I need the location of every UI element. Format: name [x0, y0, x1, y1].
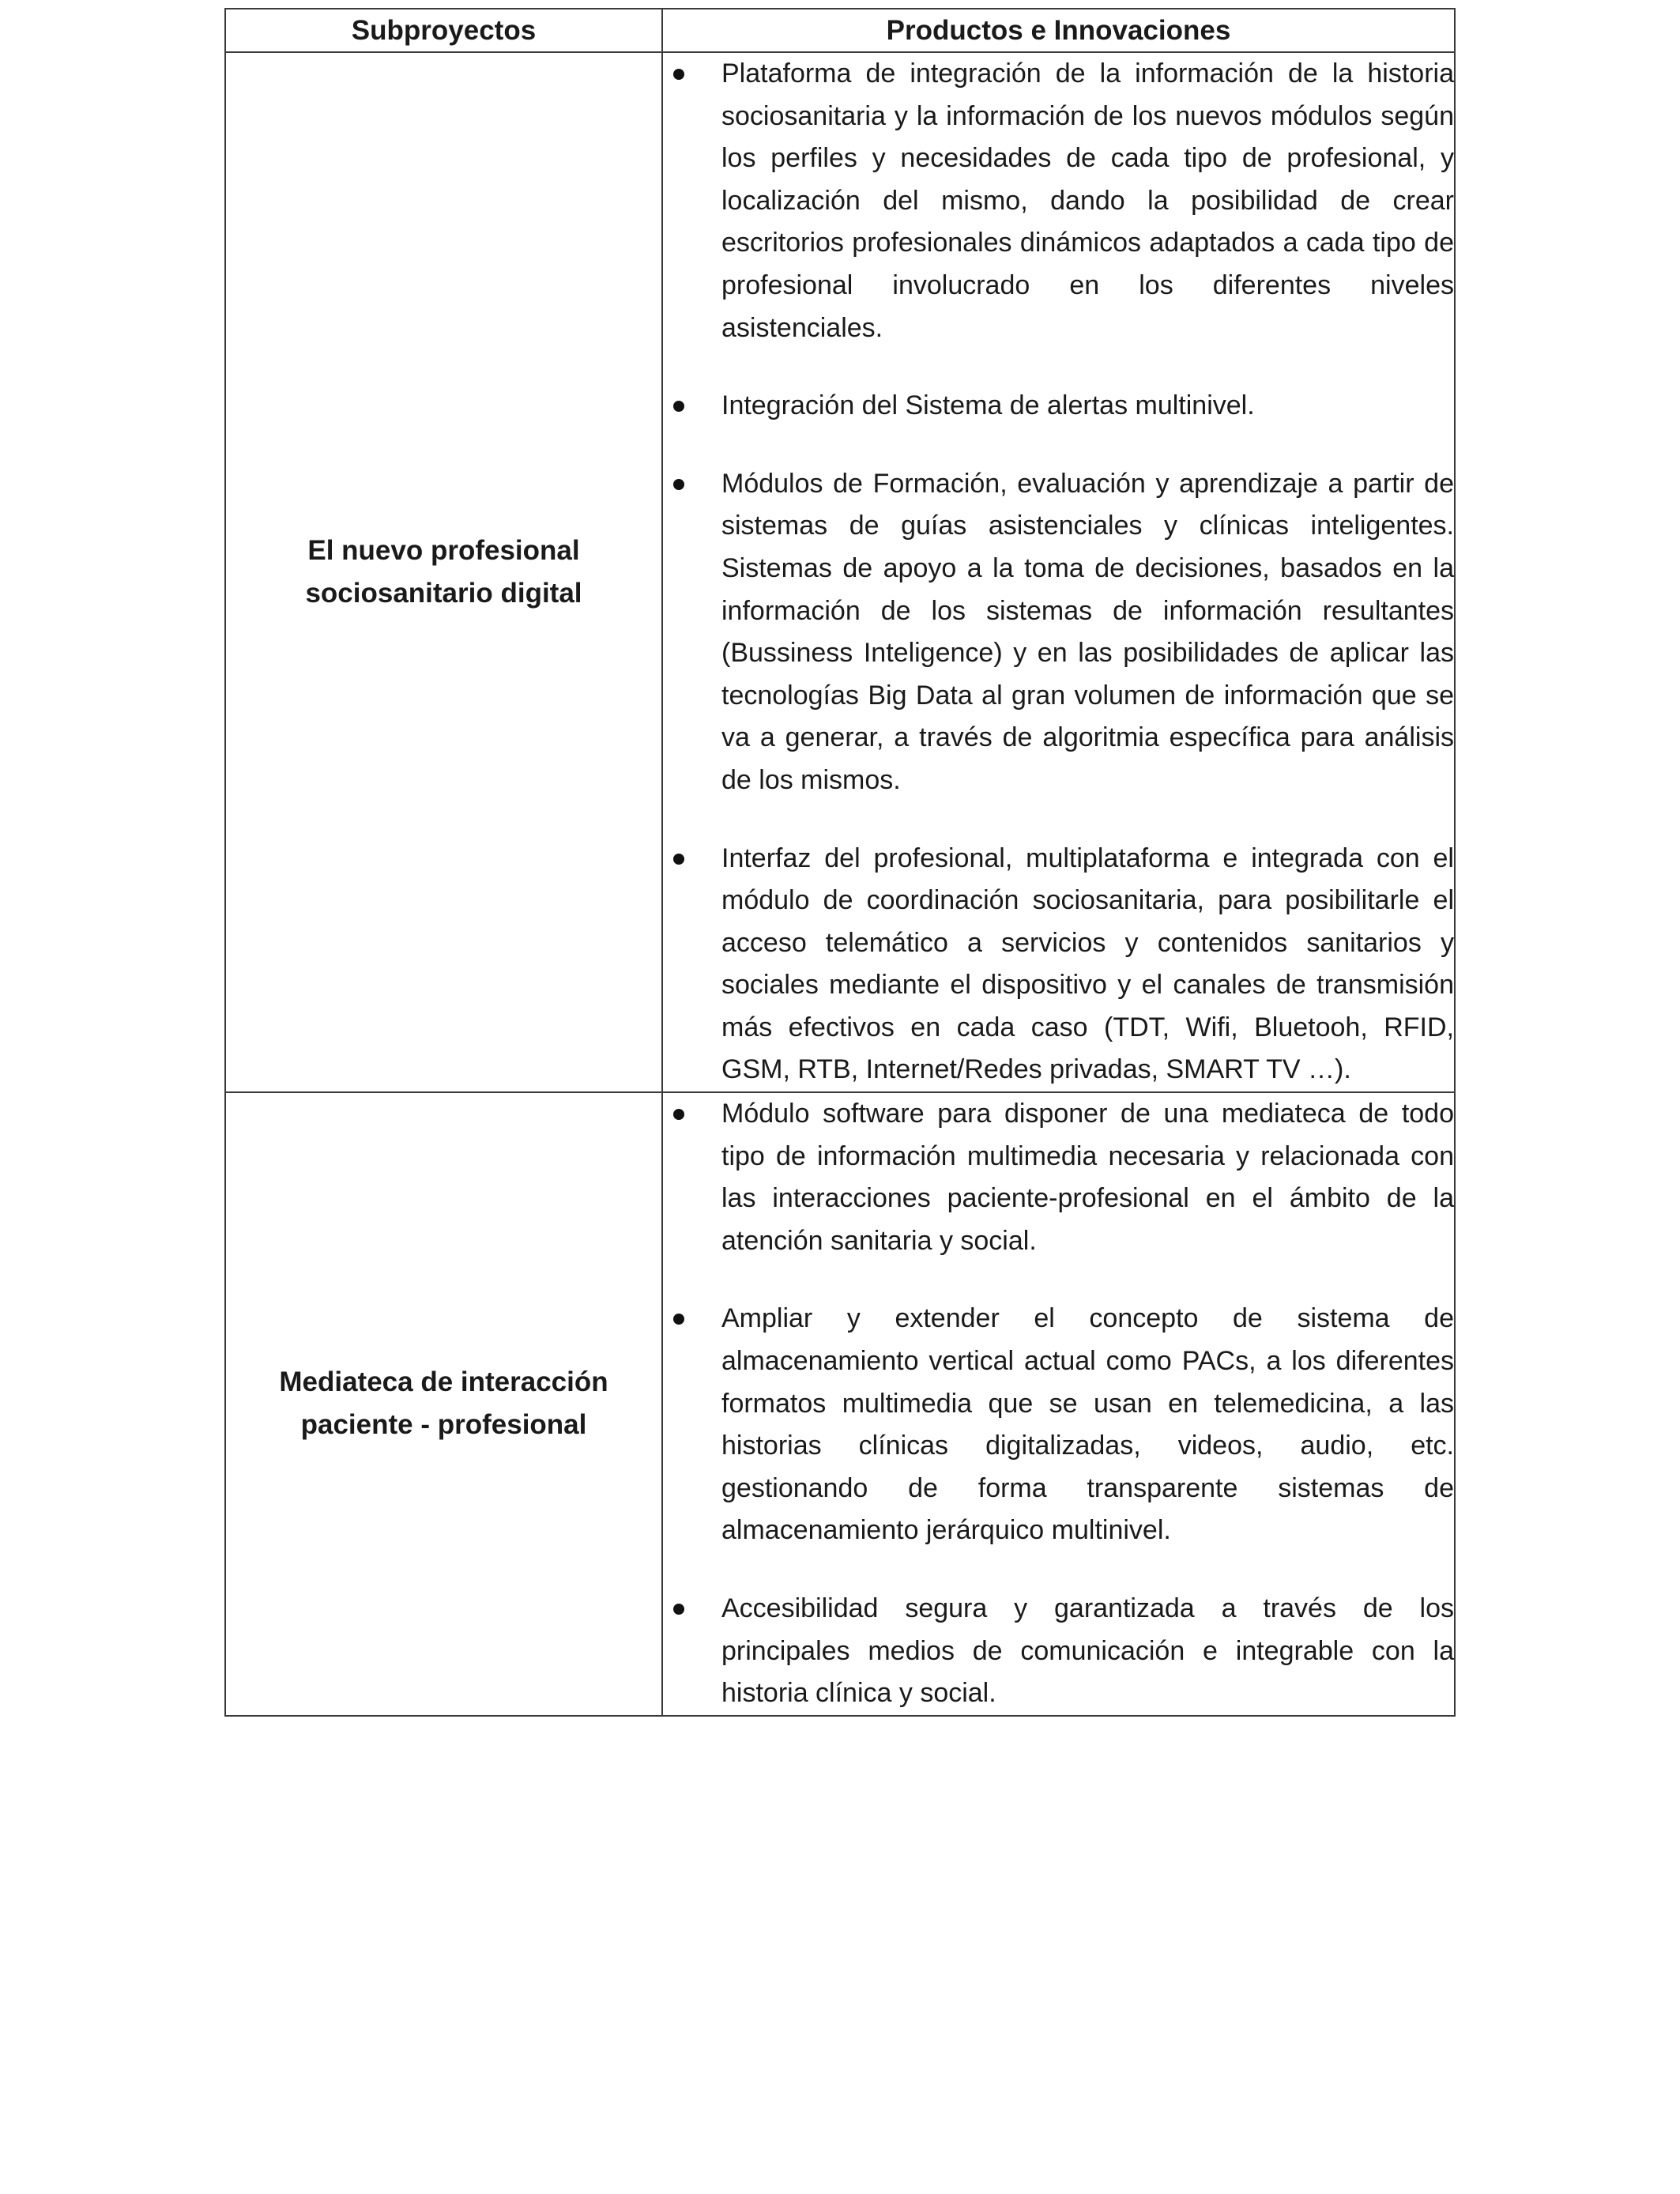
- subprojects-table: [224, 8, 1456, 1717]
- table-row: [225, 52, 1455, 1092]
- subproject-name: Mediateca de interacción paciente - profesional: [225, 1092, 662, 1716]
- list-item: [663, 385, 1454, 428]
- list-item-text: Accesibilidad segura y garantizada a través de los principales medios de comunicación e integrable con la historia clínica y social.: [721, 1593, 1454, 1709]
- bullet-icon: [673, 479, 684, 490]
- bullet-icon: [673, 1109, 684, 1120]
- list-item: [663, 463, 1454, 802]
- list-item: [663, 53, 1454, 349]
- products-cell: [662, 52, 1455, 1092]
- bullet-icon: [673, 401, 684, 412]
- list-item: [663, 1588, 1454, 1715]
- list-item: [663, 838, 1454, 1092]
- list-item: [663, 1093, 1454, 1262]
- bullet-icon: [673, 854, 684, 865]
- list-item-text: Ampliar y extender el concepto de sistema de almacenamiento vertical actual como PACs, a los diferentes formatos multimedia que se usan en telemedicina, a las historias clínicas digitalizadas, videos, audio, etc. gestionando de forma transparente sistemas de almacenamiento jerárquico multinivel.: [721, 1303, 1454, 1546]
- list-item-text: Interfaz del profesional, multiplataforma e integrada con el módulo de coordinación sociosanitaria, para posibilitarle el acceso telemático a servicios y contenidos sanitarios y sociales mediante el dispositivo y el canales de transmisión más efectivos en cada caso (TDT, Wifi, Bluetooh, RFID, GSM, RTB, Internet/Redes privadas, SMART TV …).: [721, 843, 1454, 1085]
- products-cell: [662, 1092, 1455, 1716]
- list-item-text: Plataforma de integración de la información de la historia sociosanitaria y la información de los nuevos módulos según los perfiles y necesidades de cada tipo de profesional, y localización del mismo, dando la posibilidad de crear escritorios profesionales dinámicos adaptados a cada tipo de profesional involucrado en los diferentes niveles asistenciales.: [721, 58, 1454, 343]
- products-list: [663, 1093, 1454, 1715]
- list-item-text: Integración del Sistema de alertas multinivel.: [721, 390, 1255, 421]
- list-item-text: Módulo software para disponer de una mediateca de todo tipo de información multimedia necesaria y relacionada con las interacciones paciente-profesional en el ámbito de la atención sanitaria y social.: [721, 1099, 1454, 1256]
- bullet-icon: [673, 1604, 684, 1615]
- products-list: [663, 53, 1454, 1091]
- table-row: [225, 1092, 1455, 1716]
- list-item: [663, 1298, 1454, 1552]
- table-header-row: [225, 9, 1455, 52]
- header-subproyectos: Subproyectos: [225, 9, 662, 52]
- list-item-text: Módulos de Formación, evaluación y aprendizaje a partir de sistemas de guías asistenciales y clínicas inteligentes. Sistemas de apoyo a la toma de decisiones, basados en la información de los sistemas de información resultantes (Bussiness Inteligence) y en las posibilidades de aplicar las tecnologías Big Data al gran volumen de información que se va a generar, a través de algoritmia específica para análisis de los mismos.: [721, 468, 1454, 795]
- bullet-icon: [673, 1314, 684, 1325]
- bullet-icon: [673, 69, 684, 80]
- header-productos: Productos e Innovaciones: [662, 9, 1455, 52]
- subproject-name: El nuevo profesional sociosanitario digital: [225, 52, 662, 1092]
